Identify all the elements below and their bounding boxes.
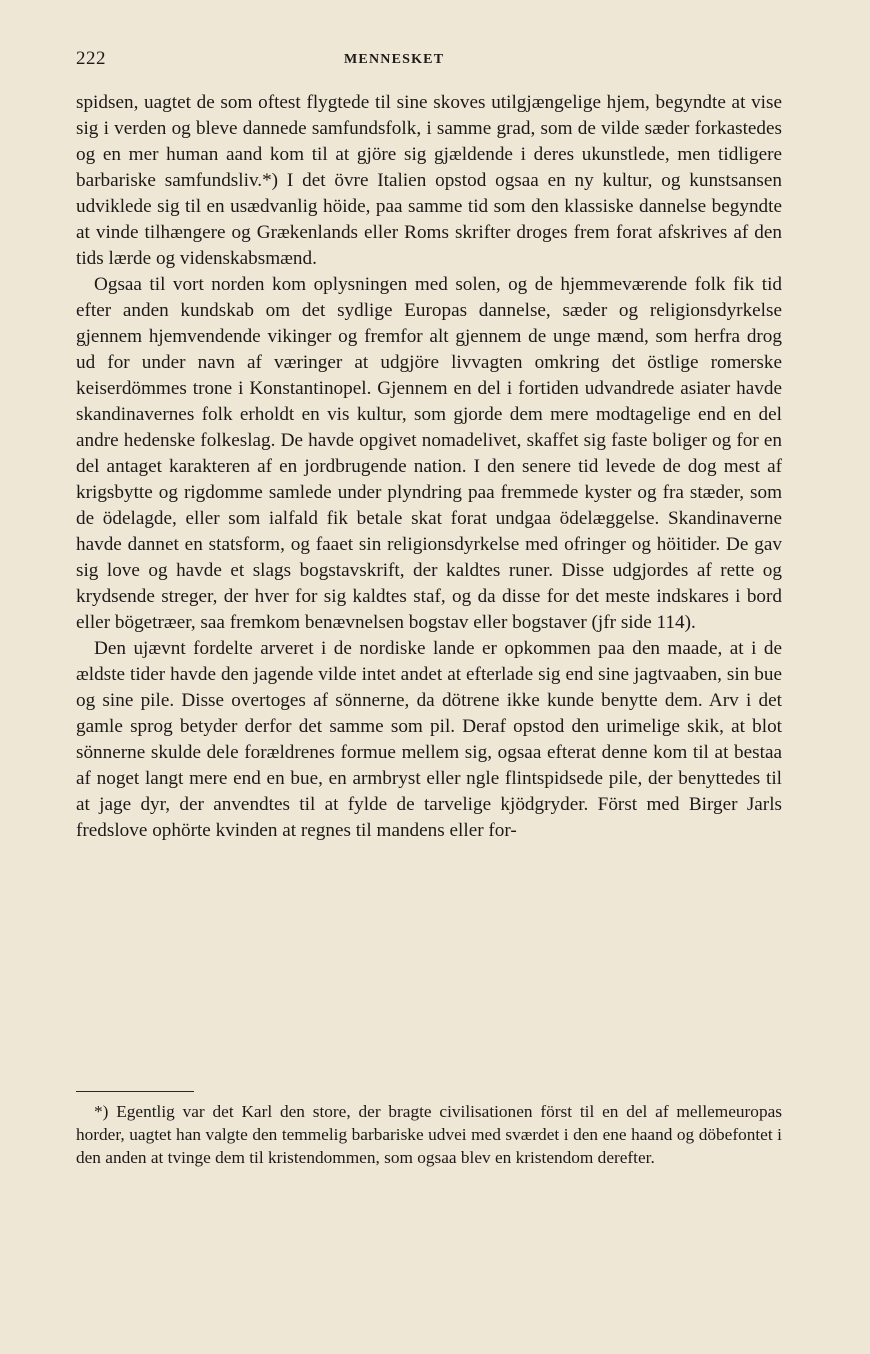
page-header bbox=[76, 48, 782, 74]
paragraph: Den ujævnt fordelte arveret i de nordiske lande er opkommen paa den maade, at i de ældste tider havde den jagende vilde intet andet at efterlade sig end sine jagtvaaben, sin bue og sine pile. Disse overtoges af sönnerne, da dötrene ikke kunde benytte dem. Arv i det gamle sprog betyder derfor det samme som pil. Deraf opstod den urimelige skik, at blot sönnerne skulde dele forældrenes formue mellem sig, ogsaa efterat denne kom til at bestaa af noget langt mere end en bue, en armbryst eller ngle flintspidsede pile, der benyttedes til at jage dyr, der anvendtes til at fylde de tarvelige kjödgryder. Först med Birger Jarls fredslove ophörte kvinden at regnes til mandens eller for- bbox=[76, 638, 782, 841]
body-text bbox=[76, 90, 782, 844]
paragraph: spidsen, uagtet de som oftest flygtede til sine skoves utilgjængelige hjem, begyndte at vise sig i verden og bleve dannede samfundsfolk, i samme grad, som de vilde sæder forkastedes og en mer human aand kom til at gjöre sig gjældende i deres ukunstlede, men tidligere barbariske samfundsliv.*) I det övre Italien opstod ogsaa en ny kultur, og kunstsansen udviklede sig til en usædvanlig höide, paa samme tid som den klassiske dannelse begyndte at vinde tilhængere og Grækenlands eller Roms skrifter droges frem forat afskrives af den tids lærde og videnskabsmænd. bbox=[76, 92, 782, 269]
footnote-text: *) Egentlig var det Karl den store, der bragte civilisationen först til en del af mellemeuropas horder, uagtet han valgte den temmelig barbariske udvei med sværdet i den ene haand og döbefontet i den anden at tvinge dem til kristendommen, som ogsaa blev en kristendom derefter. bbox=[76, 1102, 782, 1167]
footnote bbox=[76, 1100, 782, 1169]
paragraph: Ogsaa til vort norden kom oplysningen med solen, og de hjemmeværende folk fik tid efter anden kundskab om det sydlige Europas dannelse, sæder og religionsdyrkelse gjennem hjemvendende vikinger og fremfor alt gjennem de unge mænd, som herfra drog ud for under navn af væringer at udgjöre livvagten omkring det östlige romerske keiserdömmes trone i Konstantinopel. Gjennem en del i fortiden udvandrede asiater havde skandinavernes folk erholdt en vis kultur, som gjorde dem mere modtagelige end en del andre hedenske folkeslag. De havde opgivet nomadelivet, skaffet sig faste boliger og for en del antaget karakteren af en jordbrugende nation. I den senere tid levede de dog mest af krigsbytte og rigdomme samlede under plyndring paa fremmede kyster og fra stæder, som de ödelagde, eller som ialfald fik betale skat forat undgaa ödelæggelse. Skandinaverne havde dannet en statsform, og faaet sin religionsdyrkelse med ofringer og höitider. De gav sig love og havde et slags bogstavskrift, der kaldtes runer. Disse udgjordes af rette og krydsende streger, der hver for sig kaldtes staf, og da disse for det meste indskares i bord eller bögetræer, saa fremkom benævnelsen bogstav eller bogstaver (jfr side 114). bbox=[76, 274, 782, 633]
footnote-divider bbox=[76, 1091, 194, 1092]
running-head: MENNESKET bbox=[344, 52, 445, 67]
page-number: 222 bbox=[76, 48, 106, 69]
